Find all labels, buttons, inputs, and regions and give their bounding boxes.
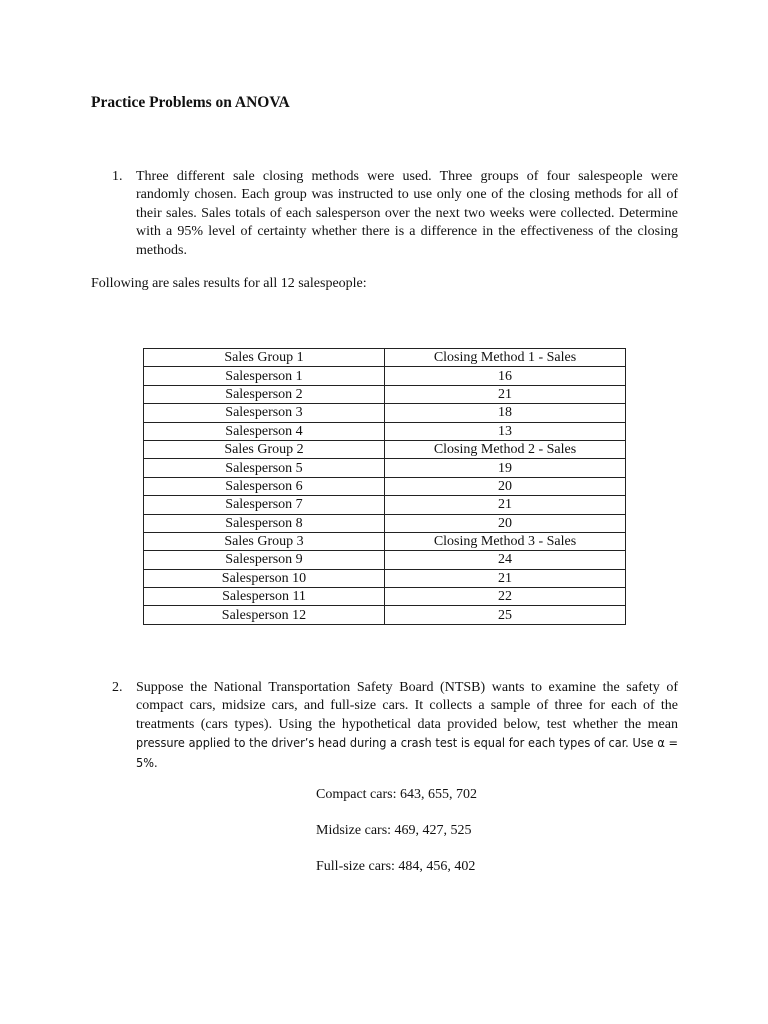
table-row	[144, 477, 626, 495]
table-row	[144, 551, 626, 569]
table-cell-label: Salesperson 6	[144, 477, 385, 495]
table-cell-label: Salesperson 2	[144, 385, 385, 403]
sales-table-body	[144, 349, 626, 625]
table-cell-label: Salesperson 12	[144, 606, 385, 624]
table-cell-label: Salesperson 4	[144, 422, 385, 440]
table-cell-label: Salesperson 10	[144, 569, 385, 587]
table-cell-value: 19	[385, 459, 626, 477]
table-cell-label: Salesperson 5	[144, 459, 385, 477]
table-row	[144, 532, 626, 550]
table-cell-label: Salesperson 8	[144, 514, 385, 532]
compact-cars-data: Compact cars: 643, 655, 702	[316, 787, 477, 802]
table-row	[144, 404, 626, 422]
table-cell-value: 20	[385, 514, 626, 532]
page-title: Practice Problems on ANOVA	[91, 94, 290, 111]
table-row	[144, 385, 626, 403]
midsize-cars-data: Midsize cars: 469, 427, 525	[316, 823, 472, 838]
table-row	[144, 459, 626, 477]
table-intro: Following are sales results for all 12 salespeople:	[91, 276, 367, 291]
table-row	[144, 349, 626, 367]
table-cell-value: 21	[385, 569, 626, 587]
problem-2-text	[136, 679, 678, 773]
table-cell-value: 22	[385, 588, 626, 606]
problem-1-text: Three different sale closing methods were used. Three groups of four salespeople were randomly chosen. Each group was instructed to use only one of the closing methods for all of their sales. Sales totals of each salesperson over the next two weeks were collected. Determine with a 95% level of certainty whether there is a difference in the effectiveness of the closing methods.	[136, 169, 678, 258]
table-cell-label: Salesperson 7	[144, 496, 385, 514]
table-row	[144, 588, 626, 606]
table-cell-label: Salesperson 3	[144, 404, 385, 422]
table-cell-value: 21	[385, 385, 626, 403]
table-cell-value: 25	[385, 606, 626, 624]
table-cell-value: 18	[385, 404, 626, 422]
sales-table	[143, 348, 626, 625]
table-row	[144, 422, 626, 440]
table-cell-value: Closing Method 1 - Sales	[385, 349, 626, 367]
table-row	[144, 496, 626, 514]
problem-2-text-part2: pressure applied to the driver’s head during a crash test is equal for each types of car. Use α = 5%.	[136, 735, 678, 770]
table-cell-value: 20	[385, 477, 626, 495]
table-row	[144, 569, 626, 587]
table-row	[144, 514, 626, 532]
table-cell-value: 24	[385, 551, 626, 569]
table-cell-value: 13	[385, 422, 626, 440]
problem-2-text-part1: Suppose the National Transportation Safety Board (NTSB) wants to examine the safety of compact cars, midsize cars, and full-size cars. It collects a sample of three for each of the treatments (cars types). Using the hypothetical data provided below, test whether the mean	[136, 680, 678, 732]
table-row	[144, 440, 626, 458]
table-cell-label: Sales Group 1	[144, 349, 385, 367]
problem-1	[112, 168, 678, 260]
table-cell-label: Salesperson 1	[144, 367, 385, 385]
table-row	[144, 606, 626, 624]
problem-2	[112, 679, 678, 773]
table-cell-value: Closing Method 2 - Sales	[385, 440, 626, 458]
table-cell-value: 16	[385, 367, 626, 385]
fullsize-cars-data: Full-size cars: 484, 456, 402	[316, 859, 476, 874]
table-row	[144, 367, 626, 385]
problem-1-number: 1.	[112, 169, 123, 184]
table-cell-label: Sales Group 2	[144, 440, 385, 458]
problem-2-number: 2.	[112, 680, 123, 695]
table-cell-label: Salesperson 9	[144, 551, 385, 569]
table-cell-label: Sales Group 3	[144, 532, 385, 550]
table-cell-value: Closing Method 3 - Sales	[385, 532, 626, 550]
table-cell-label: Salesperson 11	[144, 588, 385, 606]
table-cell-value: 21	[385, 496, 626, 514]
